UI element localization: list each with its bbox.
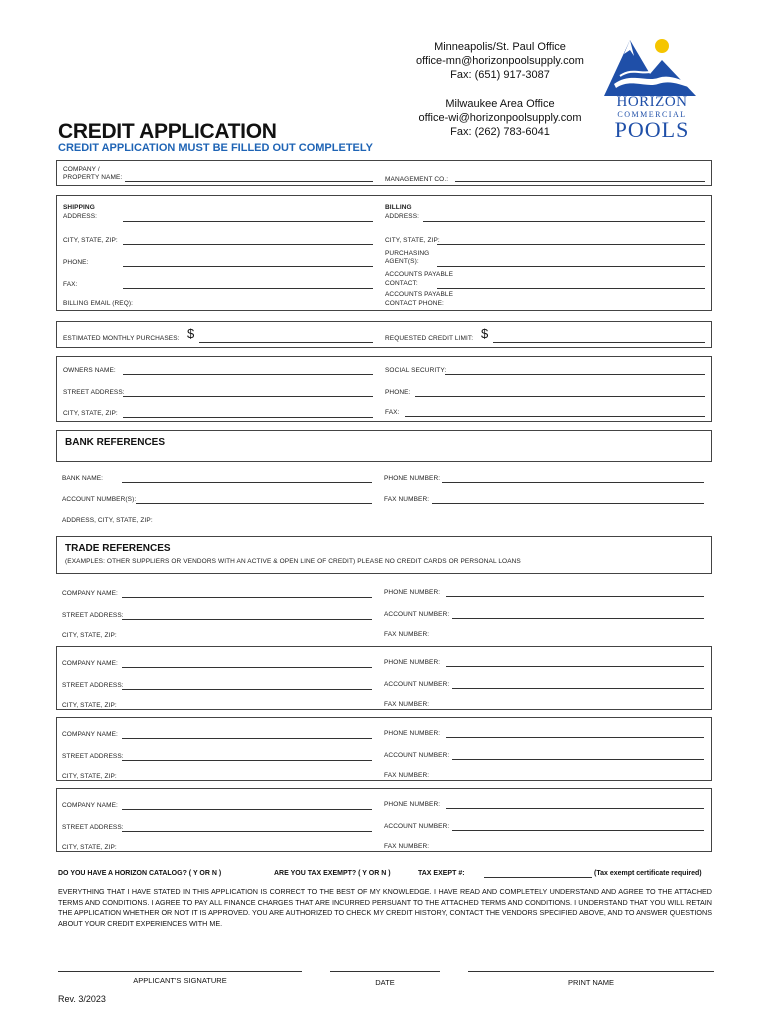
trade-header-box — [56, 536, 712, 574]
company-section — [56, 160, 712, 186]
ap-contact-label-2: CONTACT: — [385, 280, 418, 287]
trade-city-label: CITY, STATE, ZIP: — [62, 632, 117, 639]
date-field[interactable] — [330, 971, 440, 972]
shipping-address-field[interactable] — [123, 221, 373, 222]
exempt-question: ARE YOU TAX EXEMPT? ( Y OR N ) — [274, 870, 391, 877]
logo-line3: POOLS — [614, 117, 690, 142]
trade-fax-label: FAX NUMBER: — [384, 843, 430, 850]
trade-phone-field[interactable] — [446, 737, 704, 738]
billing-address-label: ADDRESS: — [385, 213, 420, 220]
est-purchases-field[interactable] — [199, 342, 373, 343]
billing-email-label: BILLING EMAIL (REQ): — [63, 300, 134, 307]
trade-street-label: STREET ADDRESS: — [62, 753, 124, 760]
management-field[interactable] — [455, 181, 705, 182]
owner-name-field[interactable] — [123, 374, 373, 375]
trade-company-field[interactable] — [122, 597, 372, 598]
owner-phone-field[interactable] — [415, 396, 705, 397]
trade-street-field[interactable] — [122, 689, 372, 690]
purchasing-label-1: PURCHASING — [385, 250, 430, 257]
address-section — [56, 195, 712, 311]
trade-account-field[interactable] — [452, 830, 704, 831]
trade-title: TRADE REFERENCES — [65, 543, 171, 554]
trade-street-label: STREET ADDRESS: — [62, 824, 124, 831]
trade-street-field[interactable] — [122, 831, 372, 832]
ap-phone-label-1: ACCOUNTS PAYABLE — [385, 291, 454, 298]
purchasing-label-2: AGENT(S): — [385, 258, 419, 265]
company-name-field[interactable] — [125, 181, 373, 182]
owner-street-field[interactable] — [123, 396, 373, 397]
signature-field[interactable] — [58, 971, 302, 972]
management-label: MANAGEMENT CO.: — [385, 176, 449, 183]
ssn-field[interactable] — [445, 374, 705, 375]
bank-account-label: ACCOUNT NUMBER(S): — [62, 496, 137, 503]
owner-name-label: OWNERS NAME: — [63, 367, 116, 374]
logo-line2: COMMERCIAL — [617, 110, 687, 119]
trade-street-field[interactable] — [122, 619, 372, 620]
shipping-address-label: ADDRESS: — [63, 213, 98, 220]
req-dollar: $ — [481, 326, 489, 341]
purchases-section — [56, 321, 712, 348]
shipping-heading: SHIPPING — [63, 204, 95, 211]
bank-account-field[interactable] — [136, 503, 372, 504]
trade-account-field[interactable] — [452, 618, 704, 619]
trade-company-field[interactable] — [122, 809, 372, 810]
company-label-1: COMPANY / — [63, 166, 100, 173]
company-label-2: PROPERTY NAME: — [63, 174, 123, 181]
tax-id-label: TAX EXEPT #: — [418, 870, 465, 877]
owner-phone-label: PHONE: — [385, 389, 411, 396]
est-dollar: $ — [187, 326, 195, 341]
trade-city-label: CITY, STATE, ZIP: — [62, 702, 117, 709]
trade-note: (EXAMPLES: OTHER SUPPLIERS OR VENDORS WITH AN ACTIVE & OPEN LINE OF CREDIT) PLEASE NO CREDIT CARDS OR PERSONAL LOANS — [65, 558, 521, 565]
bank-address-label: ADDRESS, CITY, STATE, ZIP: — [62, 517, 153, 524]
office-mn-fax: Fax: (651) 917-3087 — [450, 69, 550, 81]
billing-heading: BILLING — [385, 204, 412, 211]
trade-account-label: ACCOUNT NUMBER: — [384, 823, 450, 830]
trade-phone-label: PHONE NUMBER: — [384, 801, 441, 808]
purchasing-field[interactable] — [437, 266, 705, 267]
tax-id-field[interactable] — [484, 877, 592, 878]
est-purchases-label: ESTIMATED MONTHLY PURCHASES: — [63, 335, 180, 342]
trade-city-label: CITY, STATE, ZIP: — [62, 773, 117, 780]
trade-phone-label: PHONE NUMBER: — [384, 730, 441, 737]
bank-fax-label: FAX NUMBER: — [384, 496, 430, 503]
trade-account-label: ACCOUNT NUMBER: — [384, 681, 450, 688]
page-title: CREDIT APPLICATION — [58, 120, 277, 143]
trade-street-field[interactable] — [122, 760, 372, 761]
bank-phone-field[interactable] — [442, 482, 704, 483]
trade-street-label: STREET ADDRESS: — [62, 612, 124, 619]
fax-field[interactable] — [123, 288, 373, 289]
tax-cert-note: (Tax exempt certificate required) — [594, 870, 702, 877]
print-name-field[interactable] — [468, 971, 714, 972]
billing-address-field[interactable] — [423, 221, 705, 222]
trade-company-label: COMPANY NAME: — [62, 660, 118, 667]
trade-company-label: COMPANY NAME: — [62, 731, 118, 738]
office-wi-fax: Fax: (262) 783-6041 — [450, 126, 550, 138]
bank-header-box — [56, 430, 712, 462]
trade-phone-field[interactable] — [446, 596, 704, 597]
trade-street-label: STREET ADDRESS: — [62, 682, 124, 689]
req-credit-label: REQUESTED CREDIT LIMIT: — [385, 335, 474, 342]
print-name-label: PRINT NAME — [567, 978, 615, 987]
phone-field[interactable] — [123, 266, 373, 267]
signature-label: APPLICANT'S SIGNATURE — [133, 976, 227, 985]
trade-city-label: CITY, STATE, ZIP: — [62, 844, 117, 851]
trade-account-label: ACCOUNT NUMBER: — [384, 752, 450, 759]
horizon-logo — [600, 34, 700, 144]
office-mn — [400, 40, 600, 82]
owner-city-field[interactable] — [123, 417, 373, 418]
trade-phone-label: PHONE NUMBER: — [384, 659, 441, 666]
bank-name-label: BANK NAME: — [62, 475, 104, 482]
bank-name-field[interactable] — [122, 482, 372, 483]
bank-title: BANK REFERENCES — [65, 437, 166, 448]
trade-company-label: COMPANY NAME: — [62, 590, 118, 597]
ap-contact-label-1: ACCOUNTS PAYABLE — [385, 271, 454, 278]
trade-phone-field[interactable] — [446, 808, 704, 809]
ap-phone-label-2: CONTACT PHONE: — [385, 300, 444, 307]
date-label: DATE — [375, 978, 395, 987]
trade-phone-label: PHONE NUMBER: — [384, 589, 441, 596]
office-wi-email: office-wi@horizonpoolsupply.com — [418, 112, 582, 124]
owner-section — [56, 356, 712, 422]
catalog-question: DO YOU HAVE A HORIZON CATALOG? ( Y OR N ) — [58, 870, 222, 877]
shipping-city-field[interactable] — [123, 244, 373, 245]
owner-city-label: CITY, STATE, ZIP: — [63, 410, 118, 417]
billing-city-label: CITY, STATE, ZIP: — [385, 237, 440, 244]
trade-phone-field[interactable] — [446, 666, 704, 667]
billing-city-field[interactable] — [437, 244, 705, 245]
agreement-text: EVERYTHING THAT I HAVE STATED IN THIS APPLICATION IS CORRECT TO THE BEST OF MY KNOWLEDGE. I HAVE READ AND COMPLETELY UNDERSTAND AND AGREE TO THE ATTACHED TERMS AND CONDITIONS. I AGREE TO PAY ALL FINANCE CHARGES THAT ARE INCURRED PERSUANT TO THE ATTACHED TERMS AND CONDITIONS. I UNDERSTAND THAT YOU WILL RETAIN THE APPLICATION WHETHER OR NOT IT IS APPROVED. YOU ARE AUTHORIZED TO CHECK MY CREDIT HISTORY, CONTACT THE VENDORS SPECIFIED ABOVE, AND TO ANSWER QUESTIONS ABOUT YOUR CREDIT EXPERIENCES WITH ME. — [58, 887, 712, 928]
bank-phone-label: PHONE NUMBER: — [384, 475, 441, 482]
shipping-city-label: CITY, STATE, ZIP: — [63, 237, 118, 244]
fax-label: FAX: — [63, 281, 78, 288]
ssn-label: SOCIAL SECURITY: — [385, 367, 447, 374]
trade-account-label: ACCOUNT NUMBER: — [384, 611, 450, 618]
trade-fax-label: FAX NUMBER: — [384, 701, 430, 708]
req-credit-field[interactable] — [493, 342, 705, 343]
trade-company-field[interactable] — [122, 667, 372, 668]
revision-label: Rev. 3/2023 — [58, 994, 106, 1004]
office-wi-name: Milwaukee Area Office — [445, 98, 555, 110]
office-wi — [400, 97, 600, 139]
trade-company-field[interactable] — [122, 738, 372, 739]
logo-line1: HORIZON — [616, 94, 688, 110]
office-mn-name: Minneapolis/St. Paul Office — [434, 41, 566, 53]
trade-account-field[interactable] — [452, 759, 704, 760]
phone-label: PHONE: — [63, 259, 89, 266]
bank-fax-field[interactable] — [432, 503, 704, 504]
trade-company-label: COMPANY NAME: — [62, 802, 118, 809]
trade-fax-label: FAX NUMBER: — [384, 631, 430, 638]
ap-contact-field[interactable] — [437, 288, 705, 289]
page-subtitle: CREDIT APPLICATION MUST BE FILLED OUT COMPLETELY — [58, 142, 373, 154]
owner-fax-field[interactable] — [405, 416, 705, 417]
owner-street-label: STREET ADDRESS: — [63, 389, 125, 396]
trade-fax-label: FAX NUMBER: — [384, 772, 430, 779]
office-mn-email: office-mn@horizonpoolsupply.com — [416, 55, 584, 67]
trade-account-field[interactable] — [452, 688, 704, 689]
owner-fax-label: FAX: — [385, 409, 400, 416]
